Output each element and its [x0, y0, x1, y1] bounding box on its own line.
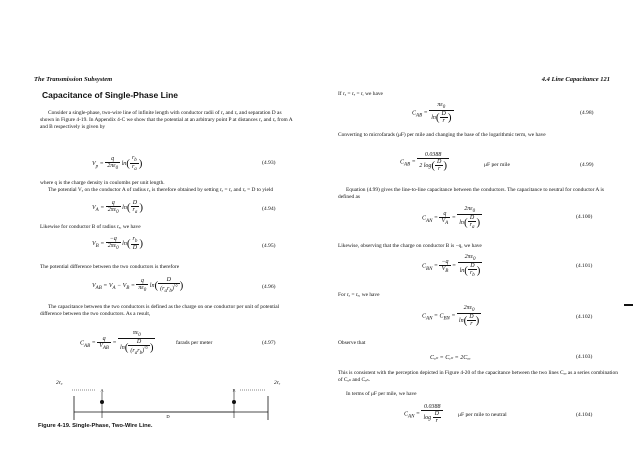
right-paragraph-6: Observe that [338, 340, 366, 346]
right-paragraph-8: In terms of μF per mile, we have [346, 391, 417, 397]
equation-number: (4.100) [576, 214, 593, 220]
left-paragraph-5: The potential difference between the two conductors is therefore [40, 264, 180, 270]
equation-4-102: $C_{AN} = C_{BN}$ = $2\pi\varepsilon_0$ ln( $\frac{D}{r}$ ) [422, 305, 480, 328]
running-header-left: The Transmission Subsystem [34, 76, 113, 83]
equation-4-96: $V_{AB} = V_A - V_B$ = $\frac{q}{\pi\varepsilon_0}$ ln( $\frac{D}{(r_ar_b)^{\frac{1}{2}}}$ ) [92, 277, 184, 295]
equation-number: (4.96) [262, 284, 276, 290]
label-2ra: 2rₐ [56, 380, 63, 386]
equation-number: (4.101) [576, 263, 593, 269]
equation-4-101: $C_{BN}$ = $\frac{-q}{V_B}$ = $2\pi\varepsilon_0$ ln( $\frac{D}{r_b}$ ) [422, 254, 481, 279]
equation-4-104: $C_{AN}$ = 0.0388 log $\frac{D}{r}$ [404, 404, 443, 424]
equation-4-98: $C_{AB}$ = $\pi\varepsilon_0$ ln( $\frac{D}{r}$ ) [412, 102, 452, 125]
equation-number: (4.102) [576, 314, 593, 320]
equation-4-103: Cₐₙ = Cₑₙ = 2Cₐₑ [430, 355, 471, 361]
right-paragraph-5: For rₐ = rₑ, we have [338, 292, 380, 298]
right-paragraph-3: Equation (4.99) gives the line-to-line capacitance between the conductors. The capacitance to neutral for conductor A is defined as [338, 187, 604, 200]
equation-value: 0.0388 [421, 404, 443, 411]
equation-number: (4.94) [262, 206, 276, 212]
equation-number: (4.95) [262, 243, 276, 249]
left-paragraph-1: Consider a single-phase, two-wire line of infinite length with conductor radii of rₐ and rₑ and separation D as shown in Figure 4-19. In Appendix 4-C we show that the potential at an arbitrary point P at distances rₐ and rₑ from A and B respectively is given by [40, 110, 293, 130]
equation-unit: μF per mile to neutral [458, 412, 507, 418]
equation-4-93: $V_p$ = $\frac{q}{2\pi\varepsilon_0}$ ln( $\frac{r_b}{r_a}$ ) [92, 155, 143, 173]
left-paragraph-2: where q is the charge density in coulombs per unit length. [40, 180, 165, 186]
right-paragraph-7: This is consistent with the perception depicted in Figure 4-20 of the capacitance between the two lines Cₐₑ as a series combination of Cₐₙ and Cₑₙ. [338, 370, 618, 383]
left-paragraph-6: The capacitance between the two conductors is defined as the charge on one conductor per unit of potential difference between the two conductors. As a result, [40, 304, 280, 317]
equation-4-100: $C_{AN}$ = $\frac{q}{V_A}$ = $2\pi\varepsilon_0$ ln( $\frac{D}{r_a}$ ) [422, 206, 481, 231]
figure-4-19 [36, 370, 306, 422]
label-d: D [166, 414, 170, 419]
equation-4-97: $C_{AB}$ = $\frac{q}{V_{AB}}$ = $\pi\varepsilon_0$ ln( $\frac{D}{(r_ar_b)^{\frac{1}{2}}}$ ) [80, 330, 154, 357]
label-a: A [100, 388, 104, 393]
equation-4-94: $V_A$ = $\frac{q}{2\pi\varepsilon_0}$ ln( $\frac{D}{r_a}$ ) [92, 200, 144, 216]
right-paragraph-1: If rₐ = rₑ = r, we have [338, 91, 383, 97]
label-2rb: 2rₑ [274, 380, 281, 386]
equation-number: (4.97) [262, 340, 276, 346]
label-b: B [232, 388, 236, 393]
equation-number: (4.99) [580, 162, 594, 168]
left-paragraph-4: Likewise for conductor B of radius rₑ, we have [40, 224, 141, 230]
right-paragraph-2: Converting to microfarads (μF) per mile and changing the base of the logarithmic term, we have [338, 132, 546, 138]
page-edge-mark [624, 304, 633, 306]
equation-unit: farads per meter [176, 340, 213, 346]
equation-4-95: $V_B$ = $\frac{-q}{2\pi\varepsilon_0}$ ln( $\frac{r_b}{D}$ ) [92, 236, 144, 252]
left-paragraph-3: The potential Vₐ on the conductor A of radius rₐ is therefore obtained by setting rₐ = rₐ and rₑ = D to yield [48, 187, 274, 193]
equation-value: 0.0388 [417, 152, 449, 159]
equation-number: (4.98) [580, 110, 594, 116]
equation-number: (4.93) [262, 160, 276, 166]
right-paragraph-4: Likewise, observing that the charge on conductor B is −q, we have [338, 243, 482, 249]
section-title: Capacitance of Single-Phase Line [42, 90, 179, 100]
equation-number: (4.103) [576, 354, 593, 360]
equation-unit: μF per mile [484, 162, 510, 168]
figure-caption: Figure 4-19. Single-Phase, Two-Wire Line. [38, 423, 153, 429]
equation-4-99: $C_{AB}$ = 0.0388 2 log( $\frac{D}{r}$ ) [400, 152, 448, 172]
running-header-right: 4.4 Line Capacitance 121 [541, 76, 610, 83]
equation-number: (4.104) [576, 412, 593, 418]
